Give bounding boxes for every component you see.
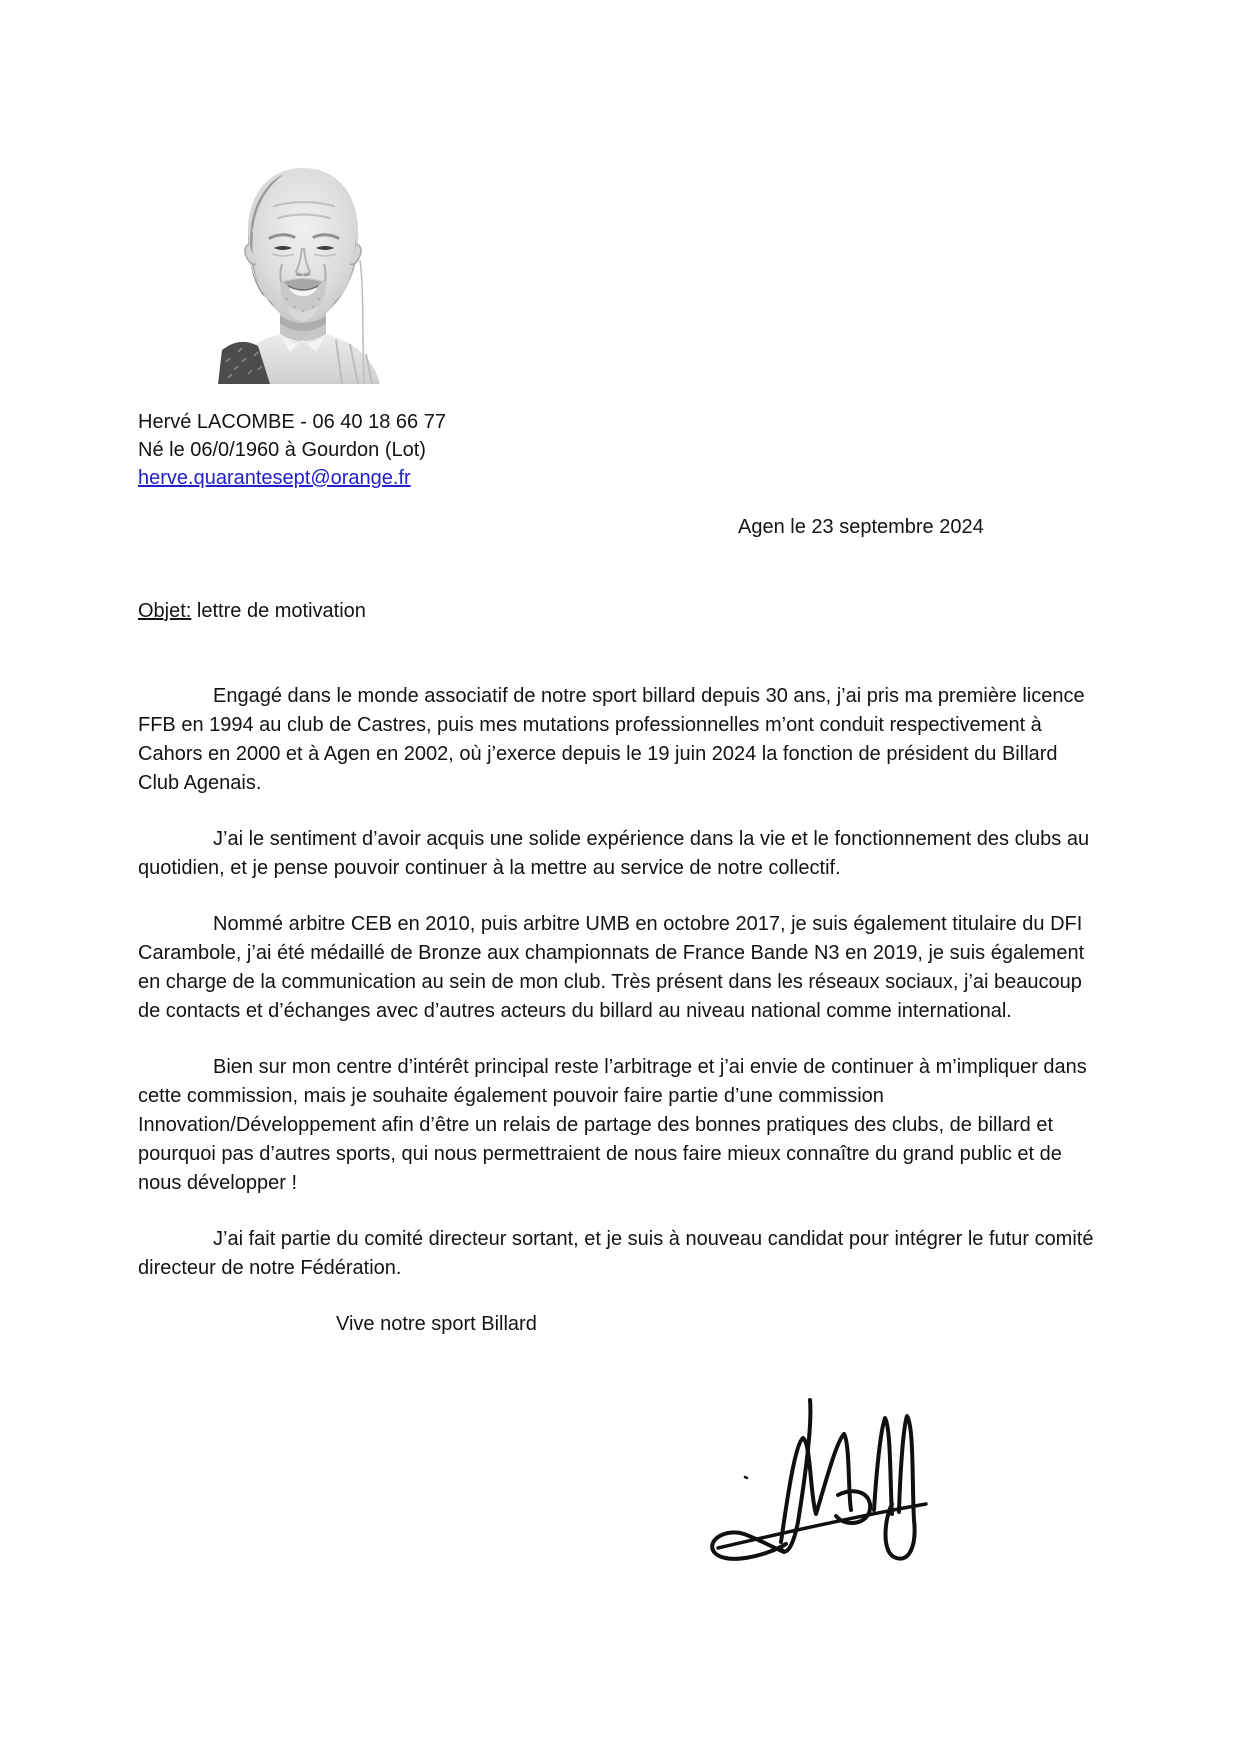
- subject-line: [138, 600, 366, 623]
- paragraph: J’ai fait partie du comité directeur sortant, et je suis à nouveau candidat pour intégrer le futur comité directeur de notre Fédération.: [138, 1228, 1094, 1279]
- birth-line: Né le 06/0/1960 à Gourdon (Lot): [138, 439, 426, 461]
- paragraph: Engagé dans le monde associatif de notre sport billard depuis 30 ans, j’ai pris ma première licence FFB en 1994 au club de Castres, puis mes mutations professionnelles m’ont conduit respectivement à Cahors en 2000 et à Agen en 2002, où j’exerce depuis le 19 juin 2024 la fonction de président du Billard Club Agenais.: [138, 685, 1085, 794]
- letter-body: [138, 682, 1103, 1339]
- paragraph: J’ai le sentiment d’avoir acquis une solide expérience dans la vie et le fonctionnement des clubs au quotidien, et je pense pouvoir continuer à la mettre au service de notre collectif.: [138, 828, 1090, 879]
- paragraph: Nommé arbitre CEB en 2010, puis arbitre UMB en octobre 2017, je suis également titulaire du DFI Carambole, j’ai été médaillé de Bronze aux championnats de France Bande N3 en 2019, je suis également en charge de la communication au sein de mon club. Très présent dans les réseaux sociaux, j’ai beaucoup de contacts et d’échanges avec d’autres acteurs du billard au niveau national comme international.: [138, 913, 1085, 1022]
- portrait-photo: [218, 140, 388, 384]
- email-link[interactable]: herve.quarantesept@orange.fr: [138, 467, 411, 489]
- subject-label: Objet:: [138, 600, 192, 622]
- paragraph: Bien sur mon centre d’intérêt principal reste l’arbitrage et j’ai envie de continuer à m’impliquer dans cette commission, mais je souhaite également pouvoir faire partie d’une commission Innovation/Développement afin d’être un relais de partage des bonnes pratiques des clubs, de billard et pourquoi pas d’autres sports, qui nous permettraient de nous faire mieux connaître du grand public et de nous développer !: [138, 1056, 1087, 1194]
- portrait-photo-image: [218, 140, 388, 384]
- date-line: Agen le 23 septembre 2024: [738, 516, 984, 538]
- contact-block: [138, 408, 446, 492]
- name-phone-line: Hervé LACOMBE - 06 40 18 66 77: [138, 411, 446, 433]
- signature-image: [688, 1392, 933, 1577]
- signature: [688, 1392, 933, 1577]
- subject-text: lettre de motivation: [196, 600, 366, 622]
- closing-line: Vive notre sport Billard: [336, 1313, 537, 1335]
